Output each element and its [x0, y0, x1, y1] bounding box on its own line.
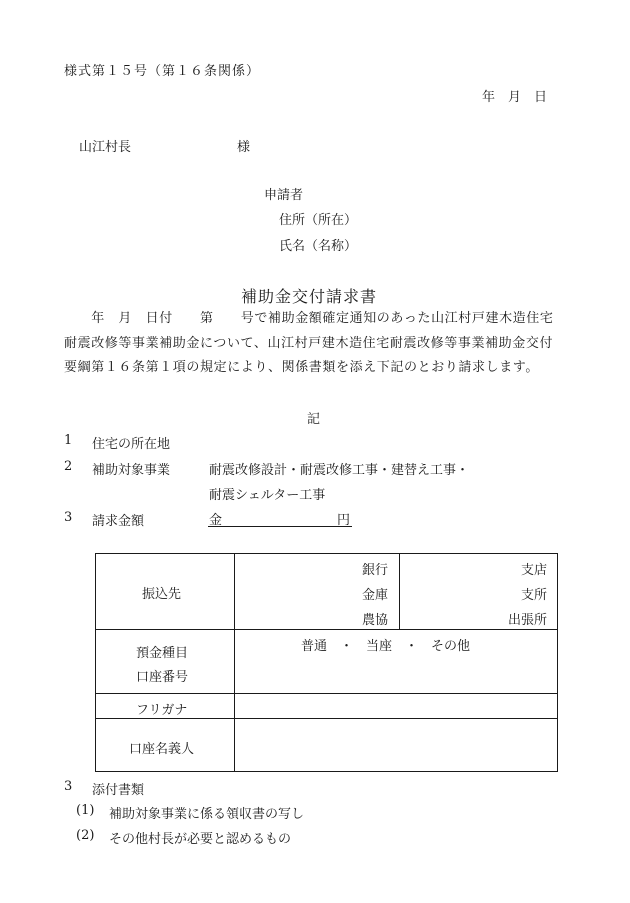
item-2-value-line2: 耐震シェルター工事: [209, 488, 326, 503]
attachments-number: 3: [64, 779, 73, 794]
table-divider: [96, 718, 557, 719]
addressee-honorific: 様: [237, 140, 251, 155]
amount-yen: 円: [336, 513, 350, 528]
attachments-label: 添付書類: [92, 783, 145, 798]
table-divider: [234, 554, 235, 771]
request-body-text: 年 月 日付 第 号で補助金額確定通知のあった山江村戸建木造住宅耐震改修等事業補助金について、山江村戸建木造住宅耐震改修等事業補助金交付要綱第１６条第１項の規定により、関係書類を添え下記のとおり請求します。: [64, 311, 554, 375]
branch-type-branch: 支店: [521, 563, 548, 578]
item-2-number: 2: [64, 459, 73, 474]
attachment-2-number: (2): [76, 828, 95, 843]
bank-type-nokyo: 農協: [362, 613, 389, 628]
date-line: 年 月 日: [482, 90, 548, 105]
branch-type-sub-office: 出張所: [508, 613, 548, 628]
deposit-type-options[interactable]: 普通 ・ 当座 ・ その他: [301, 639, 471, 654]
transfer-label: 振込先: [142, 587, 182, 602]
item-3-label: 請求金額: [92, 514, 145, 529]
applicant-heading: 申請者: [264, 188, 304, 203]
attachment-1-number: (1): [76, 803, 95, 818]
attachment-2-text: その他村長が必要と認めるもの: [109, 832, 292, 847]
item-3-number: 3: [64, 510, 73, 525]
document-title: 補助金交付請求書: [241, 287, 378, 306]
table-divider: [96, 629, 557, 630]
item-1-number: 1: [64, 433, 73, 448]
bank-type-shinkin: 金庫: [362, 588, 389, 603]
table-divider: [96, 693, 557, 694]
account-holder-label: 口座名義人: [129, 742, 195, 757]
attachment-1-text: 補助対象事業に係る領収書の写し: [109, 807, 305, 822]
bank-type-bank: 銀行: [362, 563, 389, 578]
table-divider: [399, 554, 400, 629]
applicant-name-label: 氏名（名称）: [279, 239, 358, 254]
item-1-label: 住宅の所在地: [92, 437, 171, 452]
branch-type-office: 支所: [521, 588, 548, 603]
amount-field[interactable]: [208, 509, 352, 527]
deposit-type-label: 預金種目: [136, 646, 189, 661]
amount-kin: 金: [209, 513, 223, 528]
item-2-value-line1: 耐震改修設計・耐震改修工事・建替え工事・: [209, 463, 470, 478]
account-number-label: 口座番号: [136, 670, 189, 685]
furigana-label: フリガナ: [136, 703, 188, 718]
bank-account-table: [95, 553, 558, 772]
ki-heading: 記: [307, 412, 321, 427]
form-number: 様式第１５号（第１６条関係）: [64, 64, 261, 79]
item-2-label: 補助対象事業: [92, 463, 171, 478]
addressee-mayor: 山江村長: [79, 140, 132, 155]
applicant-address-label: 住所（所在）: [279, 213, 358, 228]
